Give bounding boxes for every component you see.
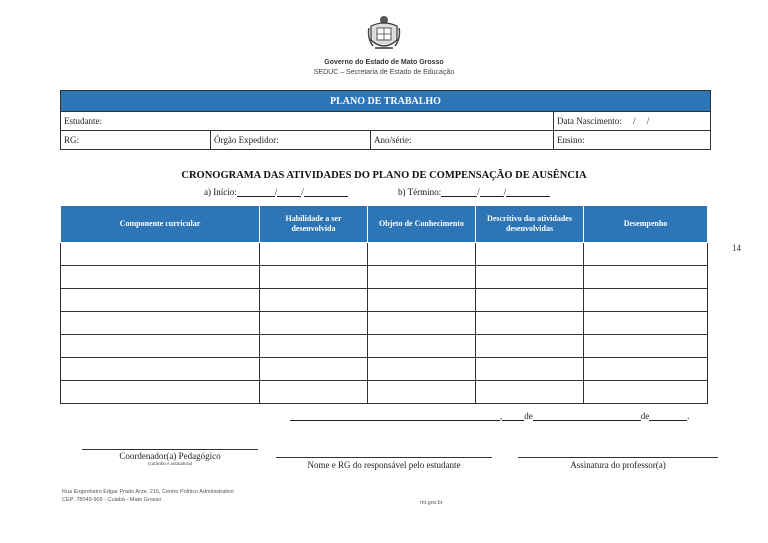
column-header: Componente curricular <box>61 206 260 243</box>
column-header: Desempenho <box>584 206 708 243</box>
activities-schedule-table <box>60 205 708 404</box>
table-cell[interactable] <box>368 358 476 381</box>
state-coat-of-arms-logo <box>367 14 401 54</box>
table-row <box>61 358 708 381</box>
table-cell[interactable] <box>476 243 584 266</box>
footer-website: mt.gov.br <box>420 500 443 506</box>
table-cell[interactable] <box>368 335 476 358</box>
slash: / <box>477 187 480 197</box>
table-cell[interactable] <box>260 289 368 312</box>
table-cell[interactable] <box>260 381 368 404</box>
grade-field[interactable] <box>371 131 554 150</box>
teacher-signature-line[interactable] <box>518 457 718 458</box>
footer-address-line-2: CEP: 78049-909 - Cuiabá - Mato Grosso <box>62 497 162 503</box>
table-cell[interactable] <box>476 381 584 404</box>
table-cell[interactable] <box>61 312 260 335</box>
table-cell[interactable] <box>61 381 260 404</box>
date-comma: , <box>500 411 503 421</box>
table-cell[interactable] <box>476 358 584 381</box>
table-row <box>61 381 708 404</box>
table-cell[interactable] <box>584 266 708 289</box>
guardian-label: Nome e RG do responsável pelo estudante <box>307 460 461 470</box>
table-row <box>61 266 708 289</box>
schedule-title: CRONOGRAMA DAS ATIVIDADES DO PLANO DE COMPENSAÇÃO DE AUSÊNCIA <box>181 170 587 181</box>
birth-date-slashes: / / <box>632 116 650 126</box>
end-date-label: b) Término: <box>398 187 442 197</box>
rg-field[interactable] <box>61 131 211 150</box>
table-cell[interactable] <box>61 335 260 358</box>
issuer-label: Órgão Expedidor: <box>214 135 279 145</box>
table-cell[interactable] <box>61 243 260 266</box>
work-plan-title: PLANO DE TRABALHO <box>61 91 711 112</box>
slash: / <box>503 187 507 197</box>
table-cell[interactable] <box>260 358 368 381</box>
secretariat-name: SEDUC – Secretaria de Estado de Educação <box>313 69 455 76</box>
table-cell[interactable] <box>260 335 368 358</box>
rg-label: RG: <box>64 135 80 145</box>
student-field[interactable] <box>61 112 554 131</box>
date-de: de <box>524 411 533 421</box>
table-cell[interactable] <box>584 381 708 404</box>
table-cell[interactable] <box>584 289 708 312</box>
grade-label: Ano/série: <box>374 135 412 145</box>
table-cell[interactable] <box>476 266 584 289</box>
column-header: Descritivo das atividades desenvolvidas <box>476 206 584 243</box>
student-label: Estudante: <box>64 116 102 126</box>
issuer-field[interactable] <box>211 131 371 150</box>
table-cell[interactable] <box>260 243 368 266</box>
table-row <box>61 289 708 312</box>
table-cell[interactable] <box>61 358 260 381</box>
table-header-row <box>61 206 708 243</box>
date-location-line[interactable] <box>290 410 690 421</box>
table-cell[interactable] <box>368 289 476 312</box>
slash: / <box>301 187 304 197</box>
start-date-field[interactable] <box>204 186 348 197</box>
teacher-label: Assinatura do professor(a) <box>570 460 666 470</box>
date-de: de <box>640 411 650 421</box>
table-cell[interactable] <box>476 289 584 312</box>
table-cell[interactable] <box>61 266 260 289</box>
coordinator-label: Coordenador(a) Pedagógico <box>119 451 221 461</box>
teaching-label: Ensino: <box>557 135 585 145</box>
table-cell[interactable] <box>368 381 476 404</box>
table-cell[interactable] <box>584 243 708 266</box>
table-row <box>61 243 708 266</box>
birth-date-field[interactable] <box>554 112 711 131</box>
table-row <box>61 312 708 335</box>
table-cell[interactable] <box>61 289 260 312</box>
table-cell[interactable] <box>584 358 708 381</box>
table-cell[interactable] <box>584 335 708 358</box>
slash: / <box>274 187 278 197</box>
government-name: Governo do Estado de Mato Grosso <box>324 59 444 66</box>
table-cell[interactable] <box>368 266 476 289</box>
coordinator-signature-line[interactable] <box>82 449 258 450</box>
table-cell[interactable] <box>260 312 368 335</box>
table-cell[interactable] <box>368 312 476 335</box>
date-dot: . <box>687 411 690 421</box>
table-cell[interactable] <box>476 312 584 335</box>
guardian-signature-line[interactable] <box>276 457 492 458</box>
page-number: 14 <box>732 243 741 253</box>
birth-date-label: Data Nascimento: <box>557 116 622 126</box>
table-cell[interactable] <box>584 312 708 335</box>
student-info-table <box>60 90 711 150</box>
column-header: Objeto de Conhecimento <box>368 206 476 243</box>
table-cell[interactable] <box>260 266 368 289</box>
column-header: Habilidade a ser desenvolvida <box>260 206 368 243</box>
table-cell[interactable] <box>368 243 476 266</box>
footer-address-line-1: Rua Engenheiro Edgar Prado Arze, 215, Centro Político Administrativo <box>62 489 234 495</box>
table-row <box>61 335 708 358</box>
coordinator-note: (carimbo e assinatura) <box>147 462 193 467</box>
end-date-field[interactable] <box>398 186 550 197</box>
teaching-field[interactable] <box>554 131 711 150</box>
start-date-label: a) Início: <box>204 187 237 197</box>
table-cell[interactable] <box>476 335 584 358</box>
